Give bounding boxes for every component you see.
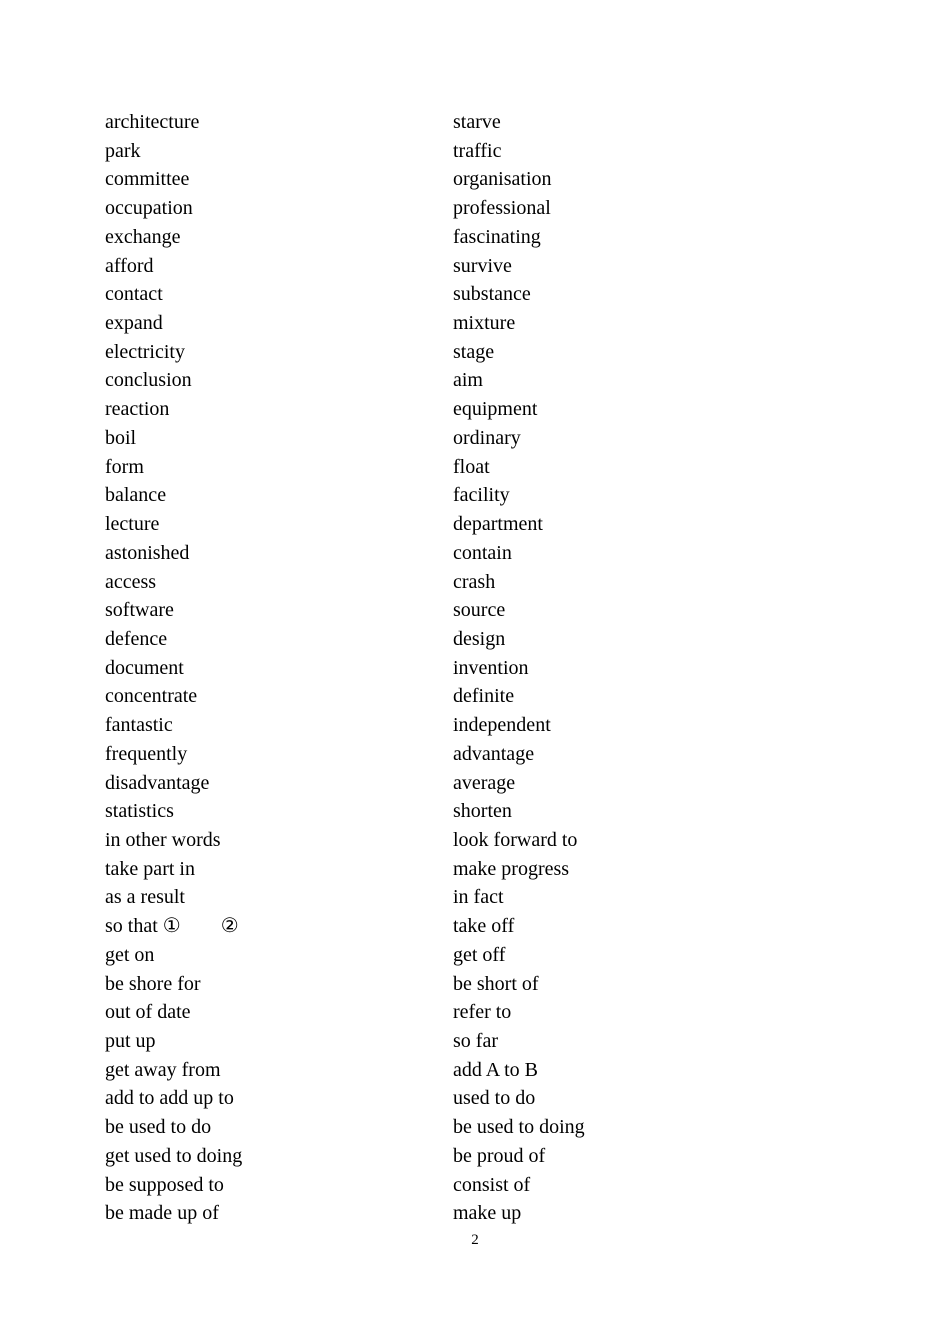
- vocabulary-item: lecture: [105, 513, 160, 536]
- vocabulary-item: definite: [453, 685, 515, 708]
- vocabulary-list-left: [105, 108, 242, 1228]
- vocabulary-item: advantage: [453, 742, 535, 765]
- vocabulary-item: be shore for: [105, 972, 201, 995]
- vocabulary-item: make progress: [453, 857, 570, 880]
- vocabulary-item: add A to B: [453, 1058, 539, 1081]
- vocabulary-item: concentrate: [105, 685, 198, 708]
- vocabulary-item: software: [105, 599, 174, 622]
- vocabulary-item: professional: [453, 197, 551, 220]
- vocabulary-item: reaction: [105, 398, 170, 421]
- vocabulary-item: balance: [105, 484, 167, 507]
- vocabulary-item: stage: [453, 340, 495, 363]
- vocabulary-item: add to add up to: [105, 1087, 234, 1110]
- vocabulary-item: get on: [105, 943, 155, 966]
- vocabulary-item: look forward to: [453, 828, 578, 851]
- vocabulary-item: independent: [453, 714, 551, 737]
- vocabulary-item: crash: [453, 570, 496, 593]
- vocabulary-item: make up: [453, 1202, 522, 1225]
- page-number: 2: [471, 1232, 479, 1248]
- vocabulary-item: source: [453, 599, 506, 622]
- vocabulary-item: organisation: [453, 168, 552, 191]
- vocabulary-item: float: [453, 455, 490, 478]
- vocabulary-item: statistics: [105, 800, 174, 823]
- vocabulary-item: mixture: [453, 312, 516, 335]
- vocabulary-item: facility: [453, 484, 510, 507]
- vocabulary-item: so far: [453, 1030, 498, 1052]
- vocabulary-item: get away from: [105, 1058, 221, 1081]
- vocabulary-item: used to do: [453, 1087, 536, 1110]
- vocabulary-item: committee: [105, 168, 190, 191]
- vocabulary-item: department: [453, 513, 543, 536]
- vocabulary-item: aim: [453, 369, 483, 392]
- vocabulary-item: frequently: [105, 742, 188, 765]
- vocabulary-item: shorten: [453, 800, 512, 823]
- vocabulary-item: document: [105, 656, 184, 679]
- vocabulary-item: be supposed to: [105, 1173, 224, 1196]
- vocabulary-item: defence: [105, 627, 168, 650]
- vocabulary-item: ordinary: [453, 426, 521, 449]
- vocabulary-item: architecture: [105, 111, 200, 133]
- vocabulary-item: be made up of: [105, 1202, 219, 1225]
- vocabulary-item: boil: [105, 426, 137, 449]
- vocabulary-item: design: [453, 627, 506, 650]
- vocabulary-item: fascinating: [453, 225, 541, 248]
- vocabulary-list-right: [453, 108, 585, 1228]
- vocabulary-item: park: [105, 139, 141, 162]
- vocabulary-item: be used to doing: [453, 1116, 585, 1139]
- vocabulary-item: astonished: [105, 541, 190, 564]
- vocabulary-item: be proud of: [453, 1144, 546, 1167]
- vocabulary-item: in fact: [453, 886, 504, 909]
- vocabulary-item: consist of: [453, 1173, 531, 1196]
- vocabulary-item: be short of: [453, 972, 539, 995]
- vocabulary-item: as a result: [105, 886, 185, 909]
- vocabulary-item: exchange: [105, 225, 181, 248]
- vocabulary-item: occupation: [105, 197, 193, 220]
- vocabulary-item: put up: [105, 1030, 156, 1052]
- vocabulary-item: expand: [105, 312, 163, 335]
- vocabulary-item: afford: [105, 254, 154, 277]
- vocabulary-item: disadvantage: [105, 771, 210, 794]
- vocabulary-item: electricity: [105, 340, 185, 363]
- vocabulary-item: so that ① ②: [105, 915, 239, 938]
- vocabulary-item: fantastic: [105, 714, 173, 737]
- vocabulary-item: survive: [453, 254, 512, 277]
- vocabulary-item: in other words: [105, 828, 221, 851]
- vocabulary-item: contact: [105, 283, 163, 306]
- vocabulary-item: form: [105, 455, 144, 478]
- vocabulary-item: starve: [453, 111, 501, 133]
- vocabulary-item: contain: [453, 541, 512, 564]
- vocabulary-item: get off: [453, 943, 506, 966]
- vocabulary-item: traffic: [453, 139, 502, 162]
- vocabulary-item: access: [105, 570, 157, 593]
- vocabulary-item: be used to do: [105, 1116, 212, 1139]
- vocabulary-item: invention: [453, 656, 529, 679]
- vocabulary-item: conclusion: [105, 369, 192, 392]
- vocabulary-item: get used to doing: [105, 1144, 243, 1167]
- vocabulary-item: take off: [453, 915, 515, 938]
- vocabulary-item: take part in: [105, 857, 195, 880]
- vocabulary-item: substance: [453, 283, 531, 306]
- vocabulary-item: out of date: [105, 1001, 191, 1024]
- vocabulary-item: refer to: [453, 1001, 512, 1024]
- vocabulary-item: equipment: [453, 398, 538, 421]
- vocabulary-item: average: [453, 771, 516, 794]
